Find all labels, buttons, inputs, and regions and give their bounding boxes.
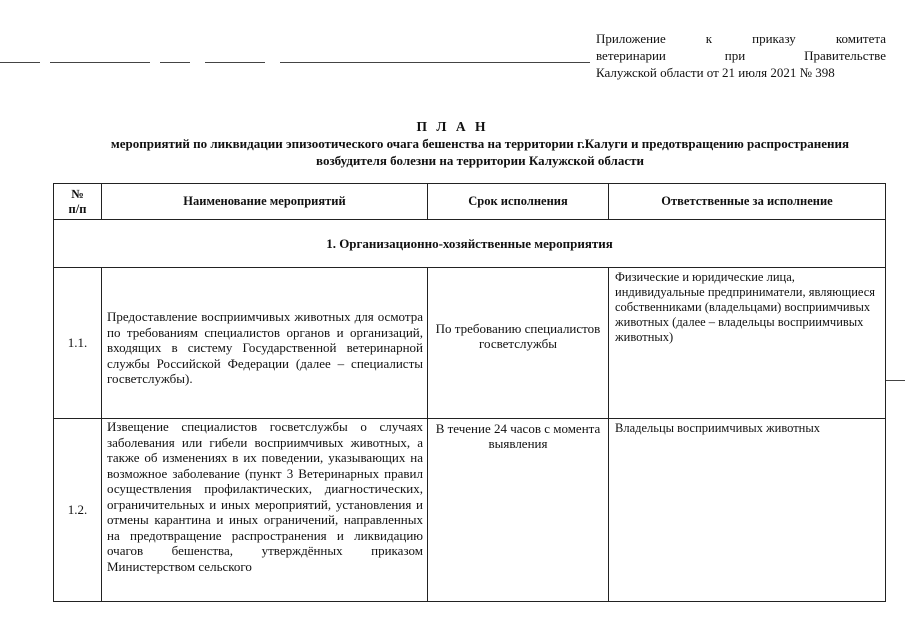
- scan-artifact-line: [280, 62, 590, 63]
- section-row: [54, 220, 886, 268]
- row-name: Извещение специалистов госветслужбы о случаях заболевания или гибели восприимчивых животных, а также об изменениях в их поведении, указывающих на возможное заболевание (пункт 3 Ветеринарных правил осуществления профилактических, диагностических, ограничительных и иных мероприятий, установления и отмены карантина и иных ограничений, направленных на предотвращение распространения и ликвидацию очагов бешенства, утверждённых приказом Министерством сельского: [102, 419, 428, 602]
- appendix-word: при: [724, 48, 746, 63]
- appendix-note: [596, 30, 886, 81]
- plan-table: [53, 183, 886, 602]
- appendix-word: ветеринарии: [596, 48, 666, 63]
- scan-artifact-line: [50, 62, 150, 63]
- document-subtitle: [60, 135, 900, 169]
- scan-artifact-line: [0, 62, 40, 63]
- appendix-line-1: [596, 30, 886, 47]
- header-name: Наименование мероприятий: [102, 184, 428, 220]
- appendix-line-2: [596, 47, 886, 64]
- subtitle-line-2: возбудителя болезни на территории Калужской области: [316, 153, 644, 168]
- row-number: 1.2.: [54, 419, 102, 602]
- document-title: П Л А Н: [416, 119, 489, 134]
- appendix-word: приказу: [752, 31, 796, 46]
- header-num-line-1: №: [71, 186, 84, 201]
- table-header-row: [54, 184, 886, 220]
- row-number: 1.1.: [54, 268, 102, 419]
- header-responsible: Ответственные за исполнение: [609, 184, 886, 220]
- appendix-word: Приложение: [596, 31, 666, 46]
- row-term: В течение 24 часов с момента выявления: [428, 419, 609, 602]
- scan-artifact-line: [205, 62, 265, 63]
- appendix-line-3: Калужской области от 21 июля 2021 № 398: [596, 65, 835, 80]
- table-row: [54, 419, 886, 602]
- appendix-word: Правительстве: [804, 48, 886, 63]
- header-num-line-2: п/п: [68, 201, 87, 216]
- appendix-word: к: [705, 31, 713, 46]
- appendix-word: комитета: [835, 31, 886, 46]
- section-title: 1. Организационно-хозяйственные мероприятия: [54, 220, 886, 268]
- scan-artifact-line: [160, 62, 190, 63]
- row-responsible: Физические и юридические лица, индивидуальные предприниматели, являющиеся собственниками (владельцами) восприимчивых животных (далее – владельцы восприимчивых животных): [609, 268, 886, 419]
- subtitle-line-1: мероприятий по ликвидации эпизоотического очага бешенства на территории г.Калуги и предотвращению распространения: [110, 136, 850, 151]
- header-term: Срок исполнения: [428, 184, 609, 220]
- row-name: Предоставление восприимчивых животных для осмотра по требованиям специалистов органов и организаций, входящих в систему Государственной ветеринарной службы Российской Федерации (далее – специалисты госветслужбы).: [102, 268, 428, 419]
- scan-artifact-line: [885, 380, 905, 381]
- row-responsible: Владельцы восприимчивых животных: [609, 419, 886, 602]
- header-num: [54, 184, 102, 220]
- table-row: [54, 268, 886, 419]
- row-term: По требованию специалистов госветслужбы: [428, 268, 609, 419]
